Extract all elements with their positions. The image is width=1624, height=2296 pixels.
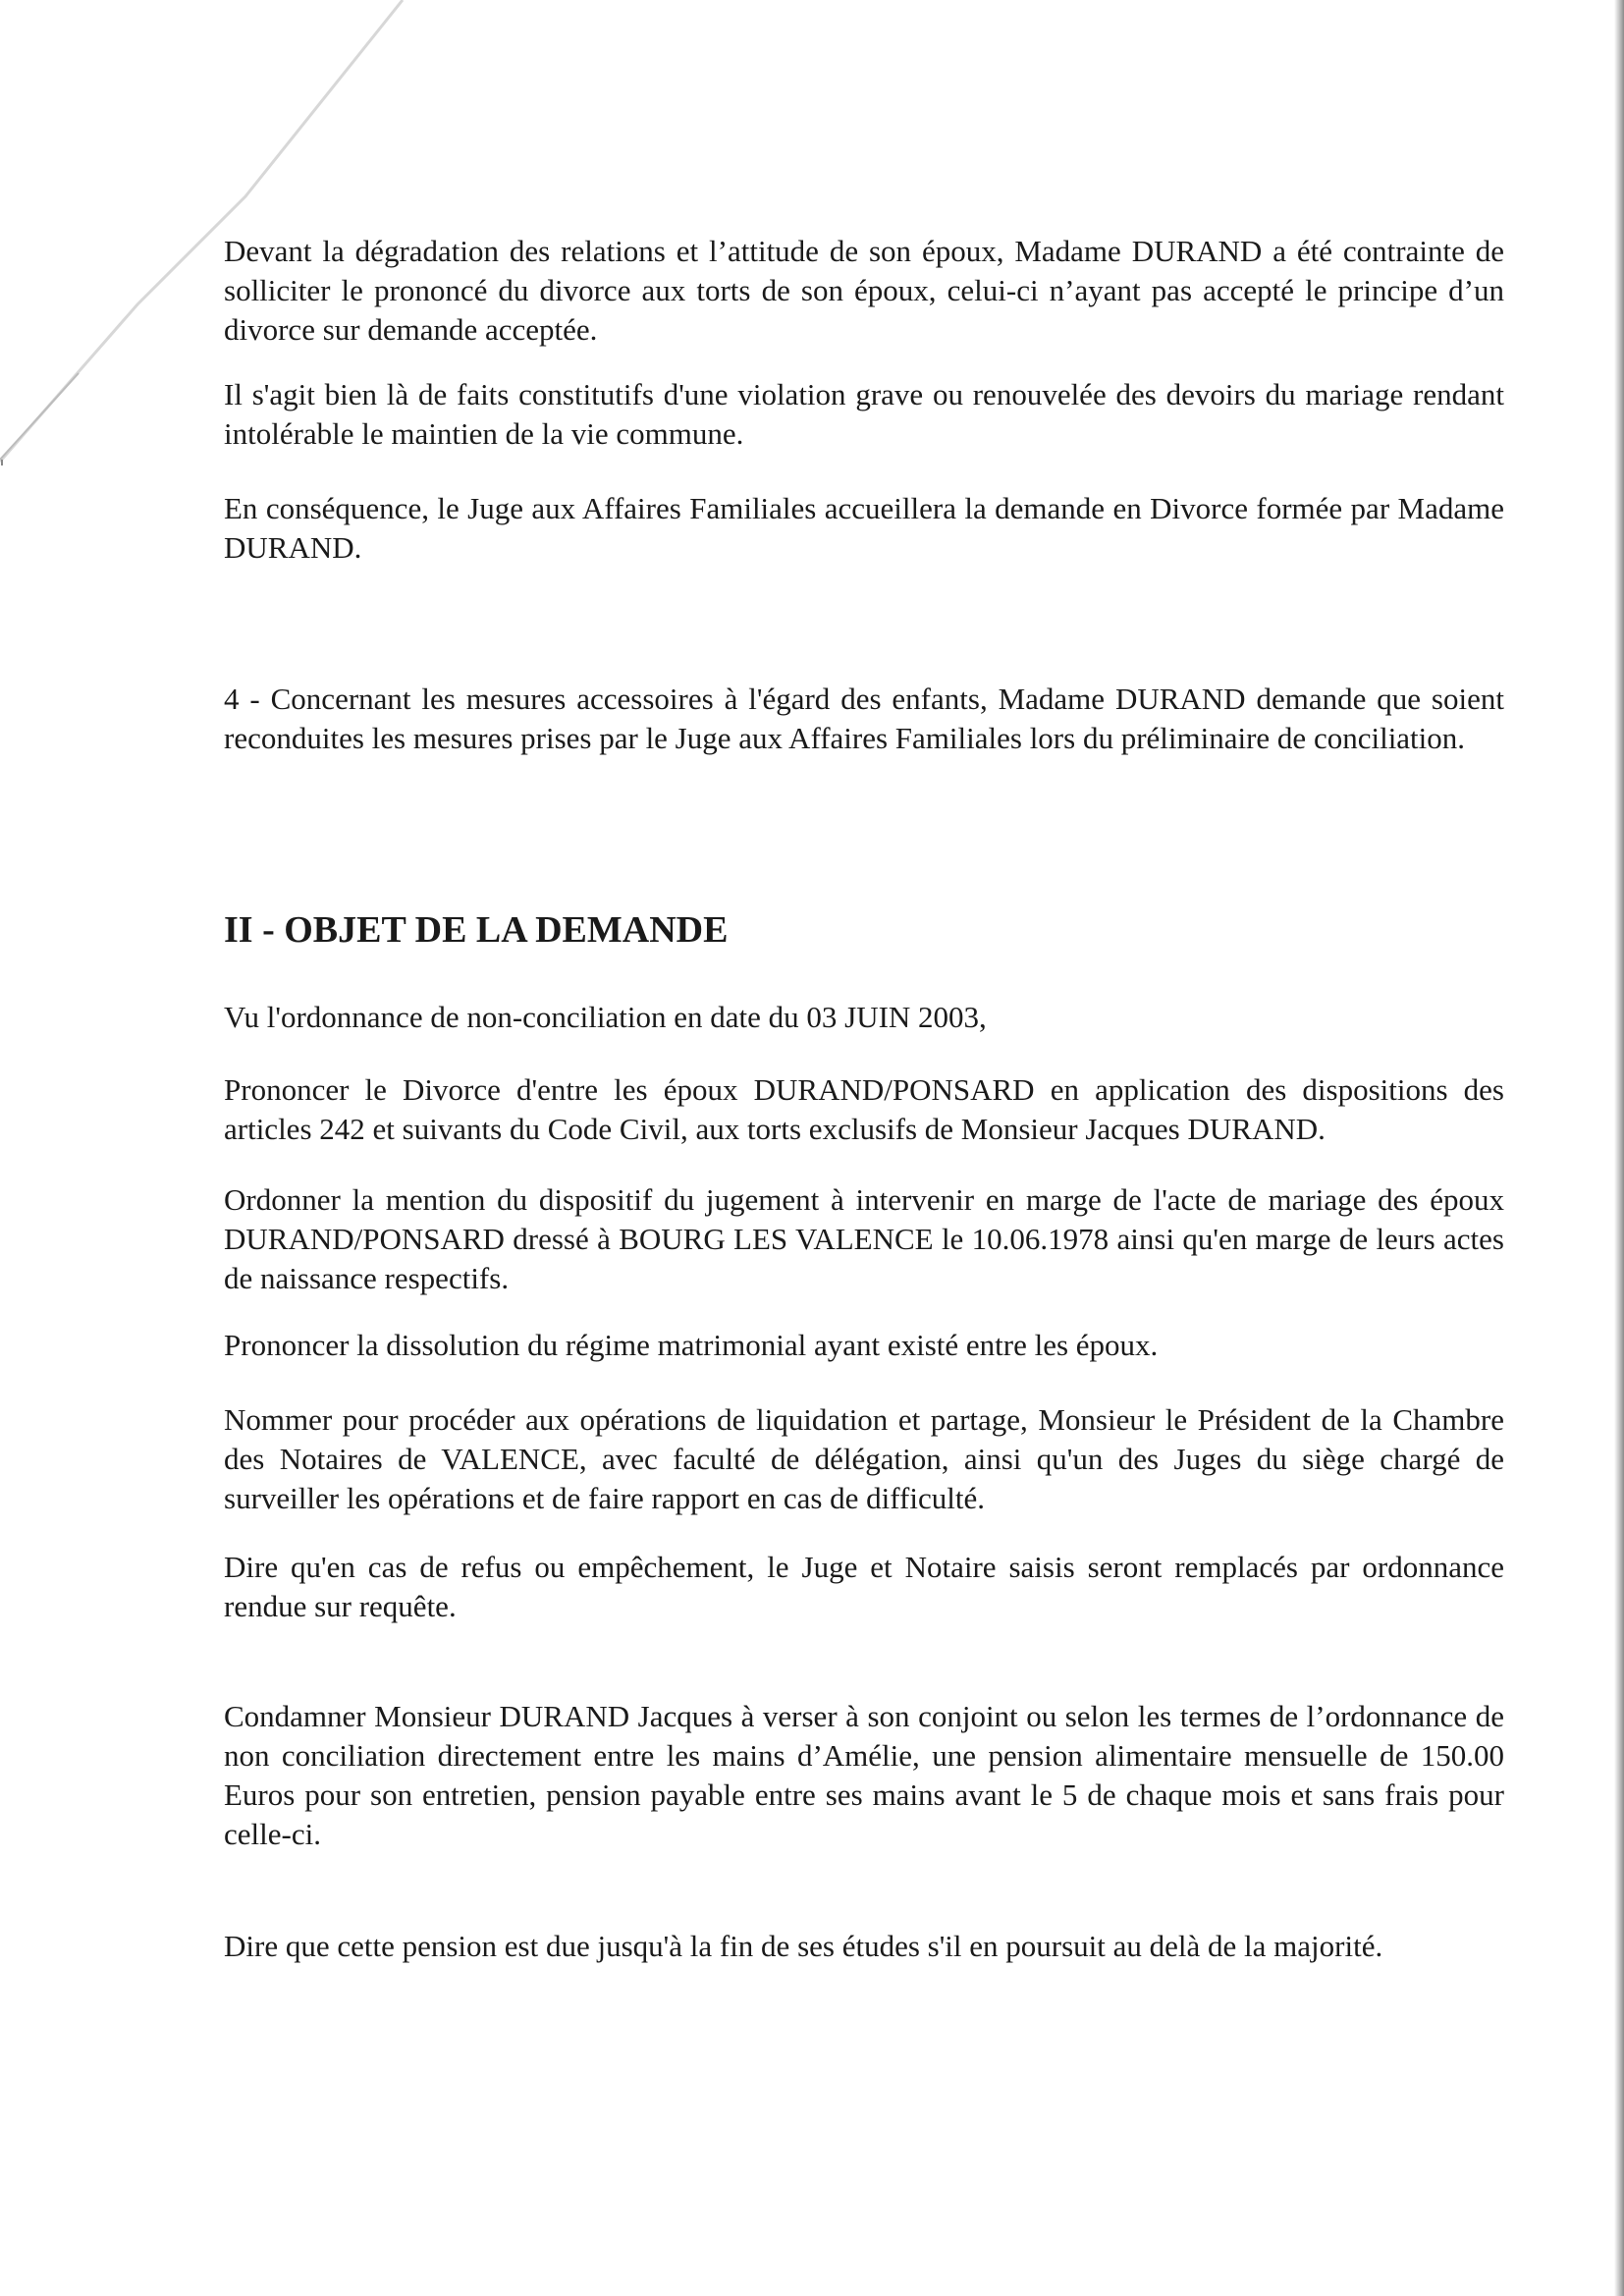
paragraph-ordonner-mention: Ordonner la mention du dispositif du jugement à intervenir en marge de l'acte de mariage des époux DURAND/PONSARD dressé à BOURG LES VALENCE le 10.06.1978 ainsi qu'en marge de leurs actes de naissance respectifs.	[224, 1182, 1504, 1295]
paragraph-pension-alimentaire: Condamner Monsieur DURAND Jacques à verser à son conjoint ou selon les termes de l’ordonnance de non conciliation directement entre les mains d’Amélie, une pension alimentaire mensuelle de 150.00 Euros pour son entretien, pension payable entre ses mains avant le 5 de chaque mois et sans frais pour celle-ci.	[224, 1699, 1504, 1851]
section-title-objet-demande: II - OBJET DE LA DEMANDE	[224, 909, 729, 951]
paragraph-vu-ordonnance: Vu l'ordonnance de non-conciliation en date du 03 JUIN 2003,	[224, 1000, 987, 1034]
paragraph-dissolution-regime: Prononcer la dissolution du régime matrimonial ayant existé entre les époux.	[224, 1328, 1159, 1362]
paragraph-consequence: En conséquence, le Juge aux Affaires Familiales accueillera la demande en Divorce formée par Madame DURAND.	[224, 491, 1504, 565]
paragraph-point-4-mesures-accessoires: 4 - Concernant les mesures accessoires à l'égard des enfants, Madame DURAND demande que soient reconduites les mesures prises par le Juge aux Affaires Familiales lors du préliminaire de conciliation.	[224, 682, 1504, 755]
paragraph-refus-empechement: Dire qu'en cas de refus ou empêchement, le Juge et Notaire saisis seront remplacés par ordonnance rendue sur requête.	[224, 1550, 1504, 1623]
paragraph-nommer-notaire: Nommer pour procéder aux opérations de liquidation et partage, Monsieur le Président de la Chambre des Notaires de VALENCE, avec faculté de délégation, ainsi qu'un des Juges du siège chargé de surveiller les opérations et de faire rapport en cas de difficulté.	[224, 1402, 1504, 1515]
paragraph-duree-pension: Dire que cette pension est due jusqu'à la fin de ses études s'il en poursuit au delà de la majorité.	[224, 1929, 1383, 1963]
paragraph-prononcer-divorce: Prononcer le Divorce d'entre les époux DURAND/PONSARD en application des dispositions des articles 242 et suivants du Code Civil, aux torts exclusifs de Monsieur Jacques DURAND.	[224, 1072, 1504, 1146]
paragraph-violation-grave: Il s'agit bien là de faits constitutifs d'une violation grave ou renouvelée des devoirs du mariage rendant intolérable le maintien de la vie commune.	[224, 377, 1504, 451]
paragraph-degradation: Devant la dégradation des relations et l’attitude de son époux, Madame DURAND a été contrainte de solliciter le prononcé du divorce aux torts de son époux, celui-ci n’ayant pas accepté le principe d’un divorce sur demande acceptée.	[224, 234, 1504, 347]
page-edge-shadow	[1614, 0, 1624, 2296]
